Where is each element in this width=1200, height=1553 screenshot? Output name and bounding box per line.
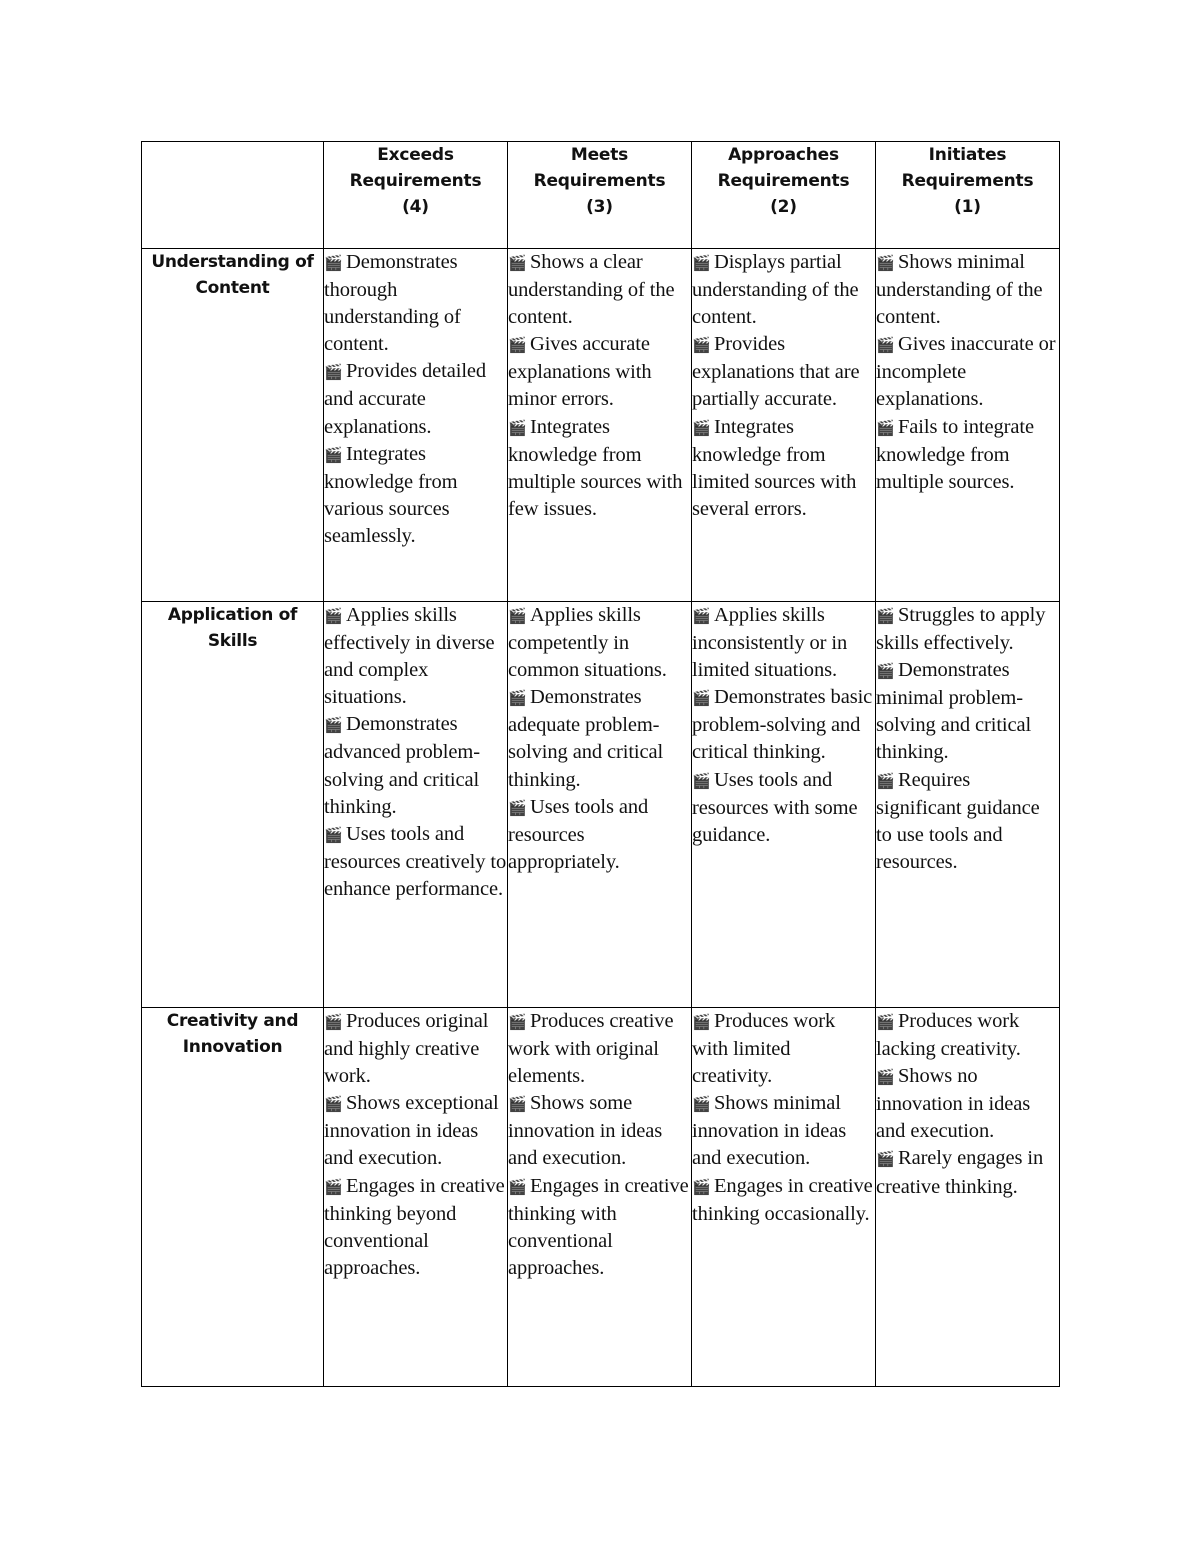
column-header-line: Requirements [717,171,850,191]
rubric-cell [692,249,876,602]
clapperboard-icon: 🎬 [876,771,895,790]
column-header-meets [508,142,692,249]
rubric-cell [324,1008,508,1387]
rubric-row-application [142,602,1060,1008]
descriptor-item: 🎬 Provides explanations that are partially accurate. [692,333,860,411]
clapperboard-icon: 🎬 [508,1177,527,1196]
clapperboard-icon: 🎬 [876,336,895,355]
rubric-cell [876,249,1060,602]
descriptor-item: 🎬 Integrates knowledge from various sources seamlessly. [324,442,458,547]
clapperboard-icon: 🎬 [876,607,895,625]
column-header-line: Exceeds [377,145,454,165]
clapperboard-icon: 🎬 [324,363,343,382]
criterion-label: Application of Skills [142,602,324,1008]
column-header-score: (3) [586,197,613,217]
clapperboard-icon: 🎬 [508,798,527,817]
rubric-cell [508,1008,692,1387]
clapperboard-icon: 🎬 [324,254,343,272]
descriptor-item: 🎬 Applies skills competently in common situations. [508,604,667,682]
rubric-cell [508,249,692,602]
rubric-cell [876,602,1060,1008]
rubric-row-creativity [142,1008,1060,1387]
descriptor-item: 🎬 Requires significant guidance to use tools and resources. [876,768,1040,873]
descriptor-item: 🎬 Shows a clear understanding of the content. [508,251,675,329]
clapperboard-icon: 🎬 [692,771,711,790]
clapperboard-icon: 🎬 [324,1013,343,1031]
clapperboard-icon: 🎬 [876,254,895,272]
descriptor-item: 🎬 Applies skills effectively in diverse and complex situations. [324,604,495,709]
column-header-approaches [692,142,876,249]
rubric-cell [324,249,508,602]
rubric-cell [692,1008,876,1387]
clapperboard-icon: 🎬 [508,418,527,437]
clapperboard-icon: 🎬 [508,1095,527,1114]
descriptor-item: 🎬 Integrates knowledge from multiple sources with few issues. [508,415,683,520]
descriptor-item: 🎬 Engages in creative thinking beyond conventional approaches. [324,1174,505,1279]
rubric-table [141,141,1060,1387]
descriptor-item: 🎬 Shows no innovation in ideas and execution. [876,1065,1031,1143]
descriptor-item: 🎬 Applies skills inconsistently or in limited situations. [692,604,848,682]
clapperboard-icon: 🎬 [324,716,343,735]
column-header-line: Meets [570,145,629,165]
clapperboard-icon: 🎬 [324,445,343,464]
descriptor-item: 🎬 Produces work lacking creativity. [876,1010,1021,1061]
descriptor-item: 🎬 Shows minimal innovation in ideas and execution. [692,1092,847,1170]
clapperboard-icon: 🎬 [508,1013,527,1031]
rubric-row-understanding [142,249,1060,602]
descriptor-item: 🎬 Demonstrates basic problem-solving and critical thinking. [692,686,873,764]
clapperboard-icon: 🎬 [692,418,711,437]
descriptor-item: 🎬 Produces work with limited creativity. [692,1010,836,1088]
column-header-line: Approaches [728,145,839,165]
descriptor-item: 🎬 Rarely engages in creative thinking. [876,1147,1044,1198]
descriptor-item: 🎬 Demonstrates minimal problem-solving and critical thinking. [876,659,1032,764]
clapperboard-icon: 🎬 [508,254,527,272]
clapperboard-icon: 🎬 [692,607,711,625]
clapperboard-icon: 🎬 [508,336,527,355]
criterion-label: Understanding of Content [142,249,324,602]
clapperboard-icon: 🎬 [692,254,711,272]
descriptor-item: 🎬 Engages in creative thinking with conventional approaches. [508,1174,689,1279]
descriptor-item: 🎬 Gives accurate explanations with minor errors. [508,333,652,411]
descriptor-item: 🎬 Produces original and highly creative work. [324,1010,489,1088]
clapperboard-icon: 🎬 [876,418,895,437]
clapperboard-icon: 🎬 [508,689,527,708]
clapperboard-icon: 🎬 [324,1177,343,1196]
descriptor-item: 🎬 Displays partial understanding of the content. [692,251,859,329]
descriptor-item: 🎬 Shows exceptional innovation in ideas and execution. [324,1092,499,1170]
rubric-cell [692,602,876,1008]
descriptor-item: 🎬 Uses tools and resources with some guidance. [692,768,858,846]
descriptor-item: 🎬 Demonstrates advanced problem-solving and critical thinking. [324,713,480,818]
clapperboard-icon: 🎬 [508,607,527,625]
clapperboard-icon: 🎬 [692,336,711,355]
descriptor-item: 🎬 Uses tools and resources appropriately. [508,795,649,873]
clapperboard-icon: 🎬 [692,1095,711,1114]
descriptor-item: 🎬 Engages in creative thinking occasionally. [692,1174,873,1225]
clapperboard-icon: 🎬 [324,1095,343,1114]
column-header-score: (4) [402,197,429,217]
descriptor-item: 🎬 Gives inaccurate or incomplete explanations. [876,333,1056,411]
column-header-exceeds [324,142,508,249]
clapperboard-icon: 🎬 [876,1150,895,1169]
clapperboard-icon: 🎬 [876,1068,895,1087]
column-header-line: Requirements [533,171,666,191]
descriptor-item: 🎬 Uses tools and resources creatively to enhance performance. [324,822,507,900]
column-header-score: (1) [954,197,981,217]
rubric-cell [324,602,508,1008]
descriptor-item: 🎬 Integrates knowledge from limited sources with several errors. [692,415,857,520]
column-header-initiates [876,142,1060,249]
header-row [142,142,1060,249]
descriptor-item: 🎬 Provides detailed and accurate explanations. [324,360,487,438]
descriptor-item: 🎬 Demonstrates adequate problem-solving and critical thinking. [508,686,664,791]
column-header-line: Requirements [349,171,482,191]
clapperboard-icon: 🎬 [324,825,343,844]
descriptor-item: 🎬 Fails to integrate knowledge from multiple sources. [876,415,1034,493]
rubric-cell [876,1008,1060,1387]
criterion-label: Creativity and Innovation [142,1008,324,1387]
clapperboard-icon: 🎬 [876,662,895,681]
rubric-cell [508,602,692,1008]
clapperboard-icon: 🎬 [692,1013,711,1031]
clapperboard-icon: 🎬 [692,1177,711,1196]
descriptor-item: 🎬 Shows minimal understanding of the content. [876,251,1043,329]
column-header-score: (2) [770,197,797,217]
column-header-line: Requirements [901,171,1034,191]
clapperboard-icon: 🎬 [692,689,711,708]
column-header-line: Initiates [928,145,1007,165]
clapperboard-icon: 🎬 [876,1013,895,1031]
descriptor-item: 🎬 Demonstrates thorough understanding of content. [324,251,461,356]
clapperboard-icon: 🎬 [324,607,343,625]
descriptor-item: 🎬 Struggles to apply skills effectively. [876,604,1046,655]
corner-cell [142,142,324,249]
descriptor-item: 🎬 Produces creative work with original elements. [508,1010,674,1088]
descriptor-item: 🎬 Shows some innovation in ideas and execution. [508,1092,663,1170]
